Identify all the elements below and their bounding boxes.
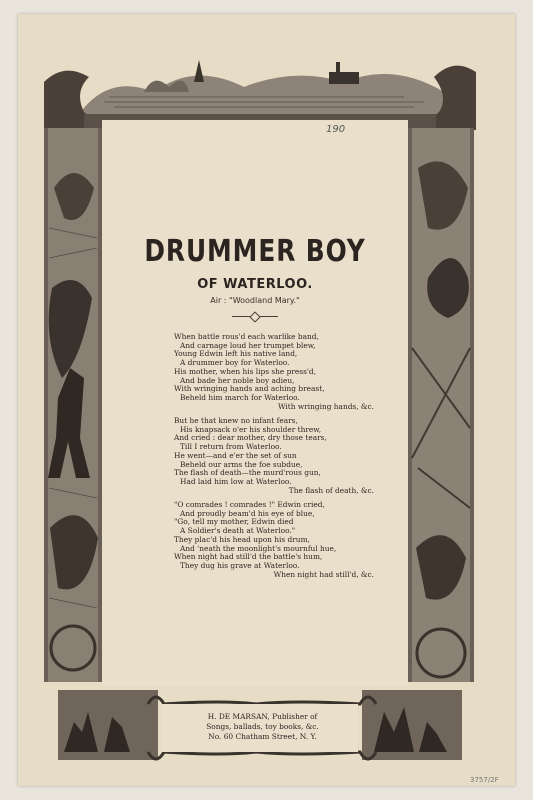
imprint-line: H. DE MARSAN, Publisher of [207,712,318,721]
verse-line: When battle rous'd each warlike band, [174,332,319,341]
verse-chorus: With wringing hands, &c. [277,401,374,411]
verse-line: "O comrades ! comrades !" Edwin cried, [174,500,325,509]
stanza-1 [174,333,374,411]
imprint-line: No. 60 Chatham Street, N. Y. [208,732,317,741]
verse-line: They plac'd his head upon his drum, [174,534,310,544]
verse-line: And bade her noble boy adieu, [180,375,295,385]
air-note: Air : "Woodland Mary." [210,296,300,305]
right-woodcut-border [408,128,474,684]
verse-line: And carnage loud her trumpet blew, [180,340,316,350]
verse-line: A Soldier's death at Waterloo." [180,526,296,536]
verse-line: "Go, tell my mother, Edwin died [174,517,294,527]
verse-line: And proudly beam'd his eye of blue, [180,508,315,518]
verse-line: With wringing hands and aching breast, [174,384,325,394]
left-woodcut-border [44,128,102,684]
verse-line: And 'neath the moonlight's mournful hue, [180,543,337,553]
handwritten-number: 190 [326,124,346,135]
verse-chorus: The flash of death, &c. [288,485,374,495]
verse-line: His mother, when his lips she press'd, [174,366,316,376]
verse-line: Had laid him low at Waterloo. [180,476,292,486]
verse-line: Young Edwin left his native land, [174,349,298,359]
verse-line: They dug his grave at Waterloo. [180,560,300,570]
stanza-3 [174,501,374,579]
verse-line: Beheld our arms the foe subdue, [180,459,303,469]
song-title: DRUMMER BOY [144,234,366,269]
verse-line: And cried : dear mother, dry those tears, [174,433,327,443]
decorative-rule [232,316,278,317]
publisher-imprint [155,712,370,742]
stanza-2 [174,417,374,495]
verse-line: His knapsack o'er his shoulder threw, [180,424,322,434]
verse-line: But he that knew no infant fears, [174,416,298,425]
verse-chorus: When night had still'd, &c. [273,569,374,579]
song-subtitle: OF WATERLOO. [197,277,313,292]
catalog-mark: 3757/2F [470,776,499,784]
verse-line: Till I return from Waterloo. [180,442,282,452]
verse-line: When night had still'd the battle's hum, [174,552,323,562]
verse-line: The flash of death—the murd'rous gun, [174,468,321,478]
imprint-line: Songs, ballads, toy books, &c. [206,722,319,731]
verse-line: He went—and e'er the set of sun [174,450,297,460]
verse-line: Beheld him march for Waterloo. [180,392,300,402]
top-woodcut-banner [44,52,476,130]
verse-line: A drummer boy for Waterloo. [180,358,290,368]
